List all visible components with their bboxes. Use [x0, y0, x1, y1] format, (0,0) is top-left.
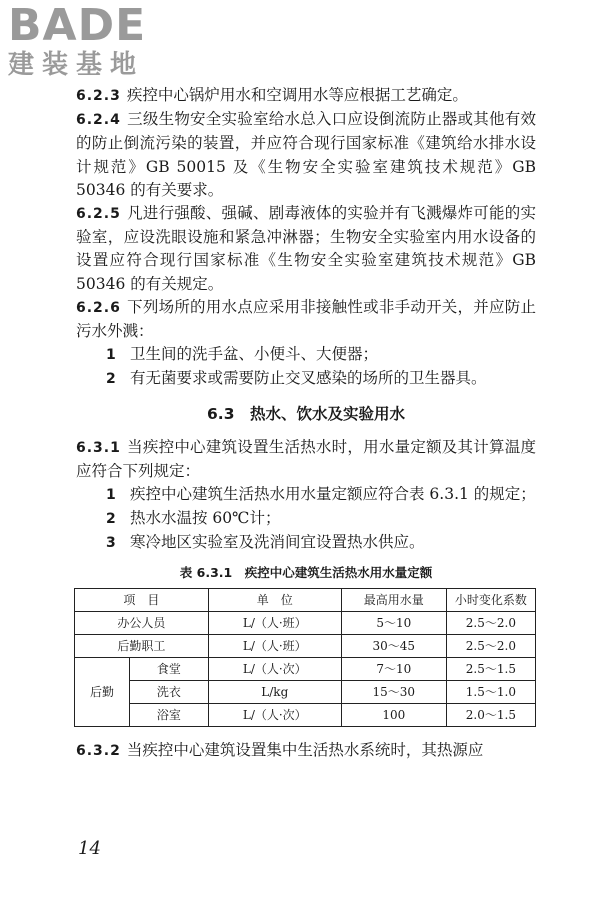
section-heading-6-3: 6.3 热水、饮水及实验用水 — [207, 404, 405, 423]
cell-coef: 2.5～2.0 — [446, 611, 535, 634]
list-text: 卫生间的洗手盆、小便斗、大便器； — [130, 345, 379, 364]
cell-item: 食堂 — [130, 657, 209, 680]
clause-6-2-4 — [76, 108, 536, 202]
table-row — [75, 657, 536, 680]
list-index: 2 — [106, 371, 116, 388]
list-item — [76, 367, 536, 391]
logo-text-bottom: 建装基地 — [8, 50, 145, 80]
table-row — [75, 680, 536, 703]
cell-unit: L/（人·次） — [208, 703, 341, 726]
list-text: 疾控中心建筑生活热水用水量定额应符合表 6.3.1 的规定； — [130, 485, 536, 504]
cell-item: 浴室 — [130, 703, 209, 726]
header-unit: 单 位 — [208, 588, 341, 611]
list-text: 有无菌要求或需要防止交叉感染的场所的卫生器具。 — [130, 369, 487, 388]
cell-item: 办公人员 — [75, 611, 209, 634]
clause-6-2-3 — [76, 84, 536, 108]
table-row — [75, 634, 536, 657]
list-item — [76, 507, 536, 531]
watermark-logo — [8, 0, 178, 88]
list-item — [76, 343, 536, 367]
cell-group-label: 后勤 — [75, 657, 130, 726]
header-item: 项 目 — [75, 588, 209, 611]
cell-max: 7～10 — [341, 657, 446, 680]
clause-text: 疾控中心锅炉用水和空调用水等应根据工艺确定。 — [126, 86, 468, 104]
clause-number: 6.2.3 — [76, 88, 121, 104]
list-text: 寒冷地区实验室及洗消间宜设置热水供应。 — [130, 533, 425, 552]
table-row — [75, 703, 536, 726]
cell-coef: 1.5～1.0 — [446, 680, 535, 703]
cell-unit: L/（人·班） — [208, 611, 341, 634]
cell-coef: 2.5～2.0 — [446, 634, 535, 657]
list-text: 热水水温按 60℃计； — [130, 509, 281, 528]
clause-text: 三级生物安全实验室给水总入口应设倒流防止器或其他有效的防止倒流污染的装置，并应符合现行国家标准《建筑给水排水设计规范》GB 50015 及《生物安全实验室建筑技术规范》GB 50346 的有关要求。 — [76, 110, 536, 199]
clause-6-3-2 — [76, 739, 536, 763]
clause-6-2-5 — [76, 202, 536, 296]
list-item — [76, 483, 536, 507]
cell-unit: L/（人·次） — [208, 657, 341, 680]
cell-max: 30～45 — [341, 634, 446, 657]
list-index: 2 — [106, 511, 116, 528]
list-item — [76, 531, 536, 555]
clause-number: 6.2.4 — [76, 112, 121, 129]
clause-6-3-1 — [76, 436, 536, 483]
cell-unit: L/kg — [208, 680, 341, 703]
page-number: 14 — [78, 838, 101, 859]
logo-text-top: BADE — [8, 0, 147, 51]
cell-item: 后勤职工 — [75, 634, 209, 657]
clause-text: 当疾控中心建筑设置生活热水时，用水量定额及其计算温度应符合下列规定： — [76, 437, 536, 480]
header-max-usage: 最高用水量 — [341, 588, 446, 611]
clause-6-2-6 — [76, 296, 536, 343]
clause-text: 下列场所的用水点应采用非接触性或非手动开关，并应防止污水外溅： — [76, 297, 536, 341]
clause-number: 6.3.2 — [76, 742, 121, 759]
clause-text: 凡进行强酸、强碱、剧毒液体的实验并有飞溅爆炸可能的实验室，应设洗眼设施和紧急冲淋器；生物安全实验室内用水设备的设置应符合现行国家标准《生物安全实验室建筑技术规范》GB 50346 的有关规定。 — [76, 204, 536, 293]
clause-number: 6.3.1 — [76, 439, 121, 456]
cell-item: 洗衣 — [130, 680, 209, 703]
clause-number: 6.2.6 — [76, 299, 121, 316]
page-content — [76, 84, 536, 763]
clause-text: 当疾控中心建筑设置集中生活热水系统时，其热源应 — [126, 740, 484, 759]
clause-number: 6.2.5 — [76, 206, 121, 223]
list-index: 3 — [106, 535, 116, 552]
table-title: 表 6.3.1 疾控中心建筑生活热水用水量定额 — [179, 564, 433, 580]
table-row — [75, 611, 536, 634]
cell-coef: 2.0～1.5 — [446, 703, 535, 726]
list-index: 1 — [106, 347, 116, 364]
header-hourly-coef: 小时变化系数 — [446, 588, 535, 611]
hot-water-quota-table — [74, 588, 536, 727]
cell-coef: 2.5～1.5 — [446, 657, 535, 680]
list-index: 1 — [106, 487, 116, 504]
table-header-row — [75, 588, 536, 611]
cell-unit: L/（人·班） — [208, 634, 341, 657]
cell-max: 100 — [341, 703, 446, 726]
cell-max: 15～30 — [341, 680, 446, 703]
cell-max: 5～10 — [341, 611, 446, 634]
